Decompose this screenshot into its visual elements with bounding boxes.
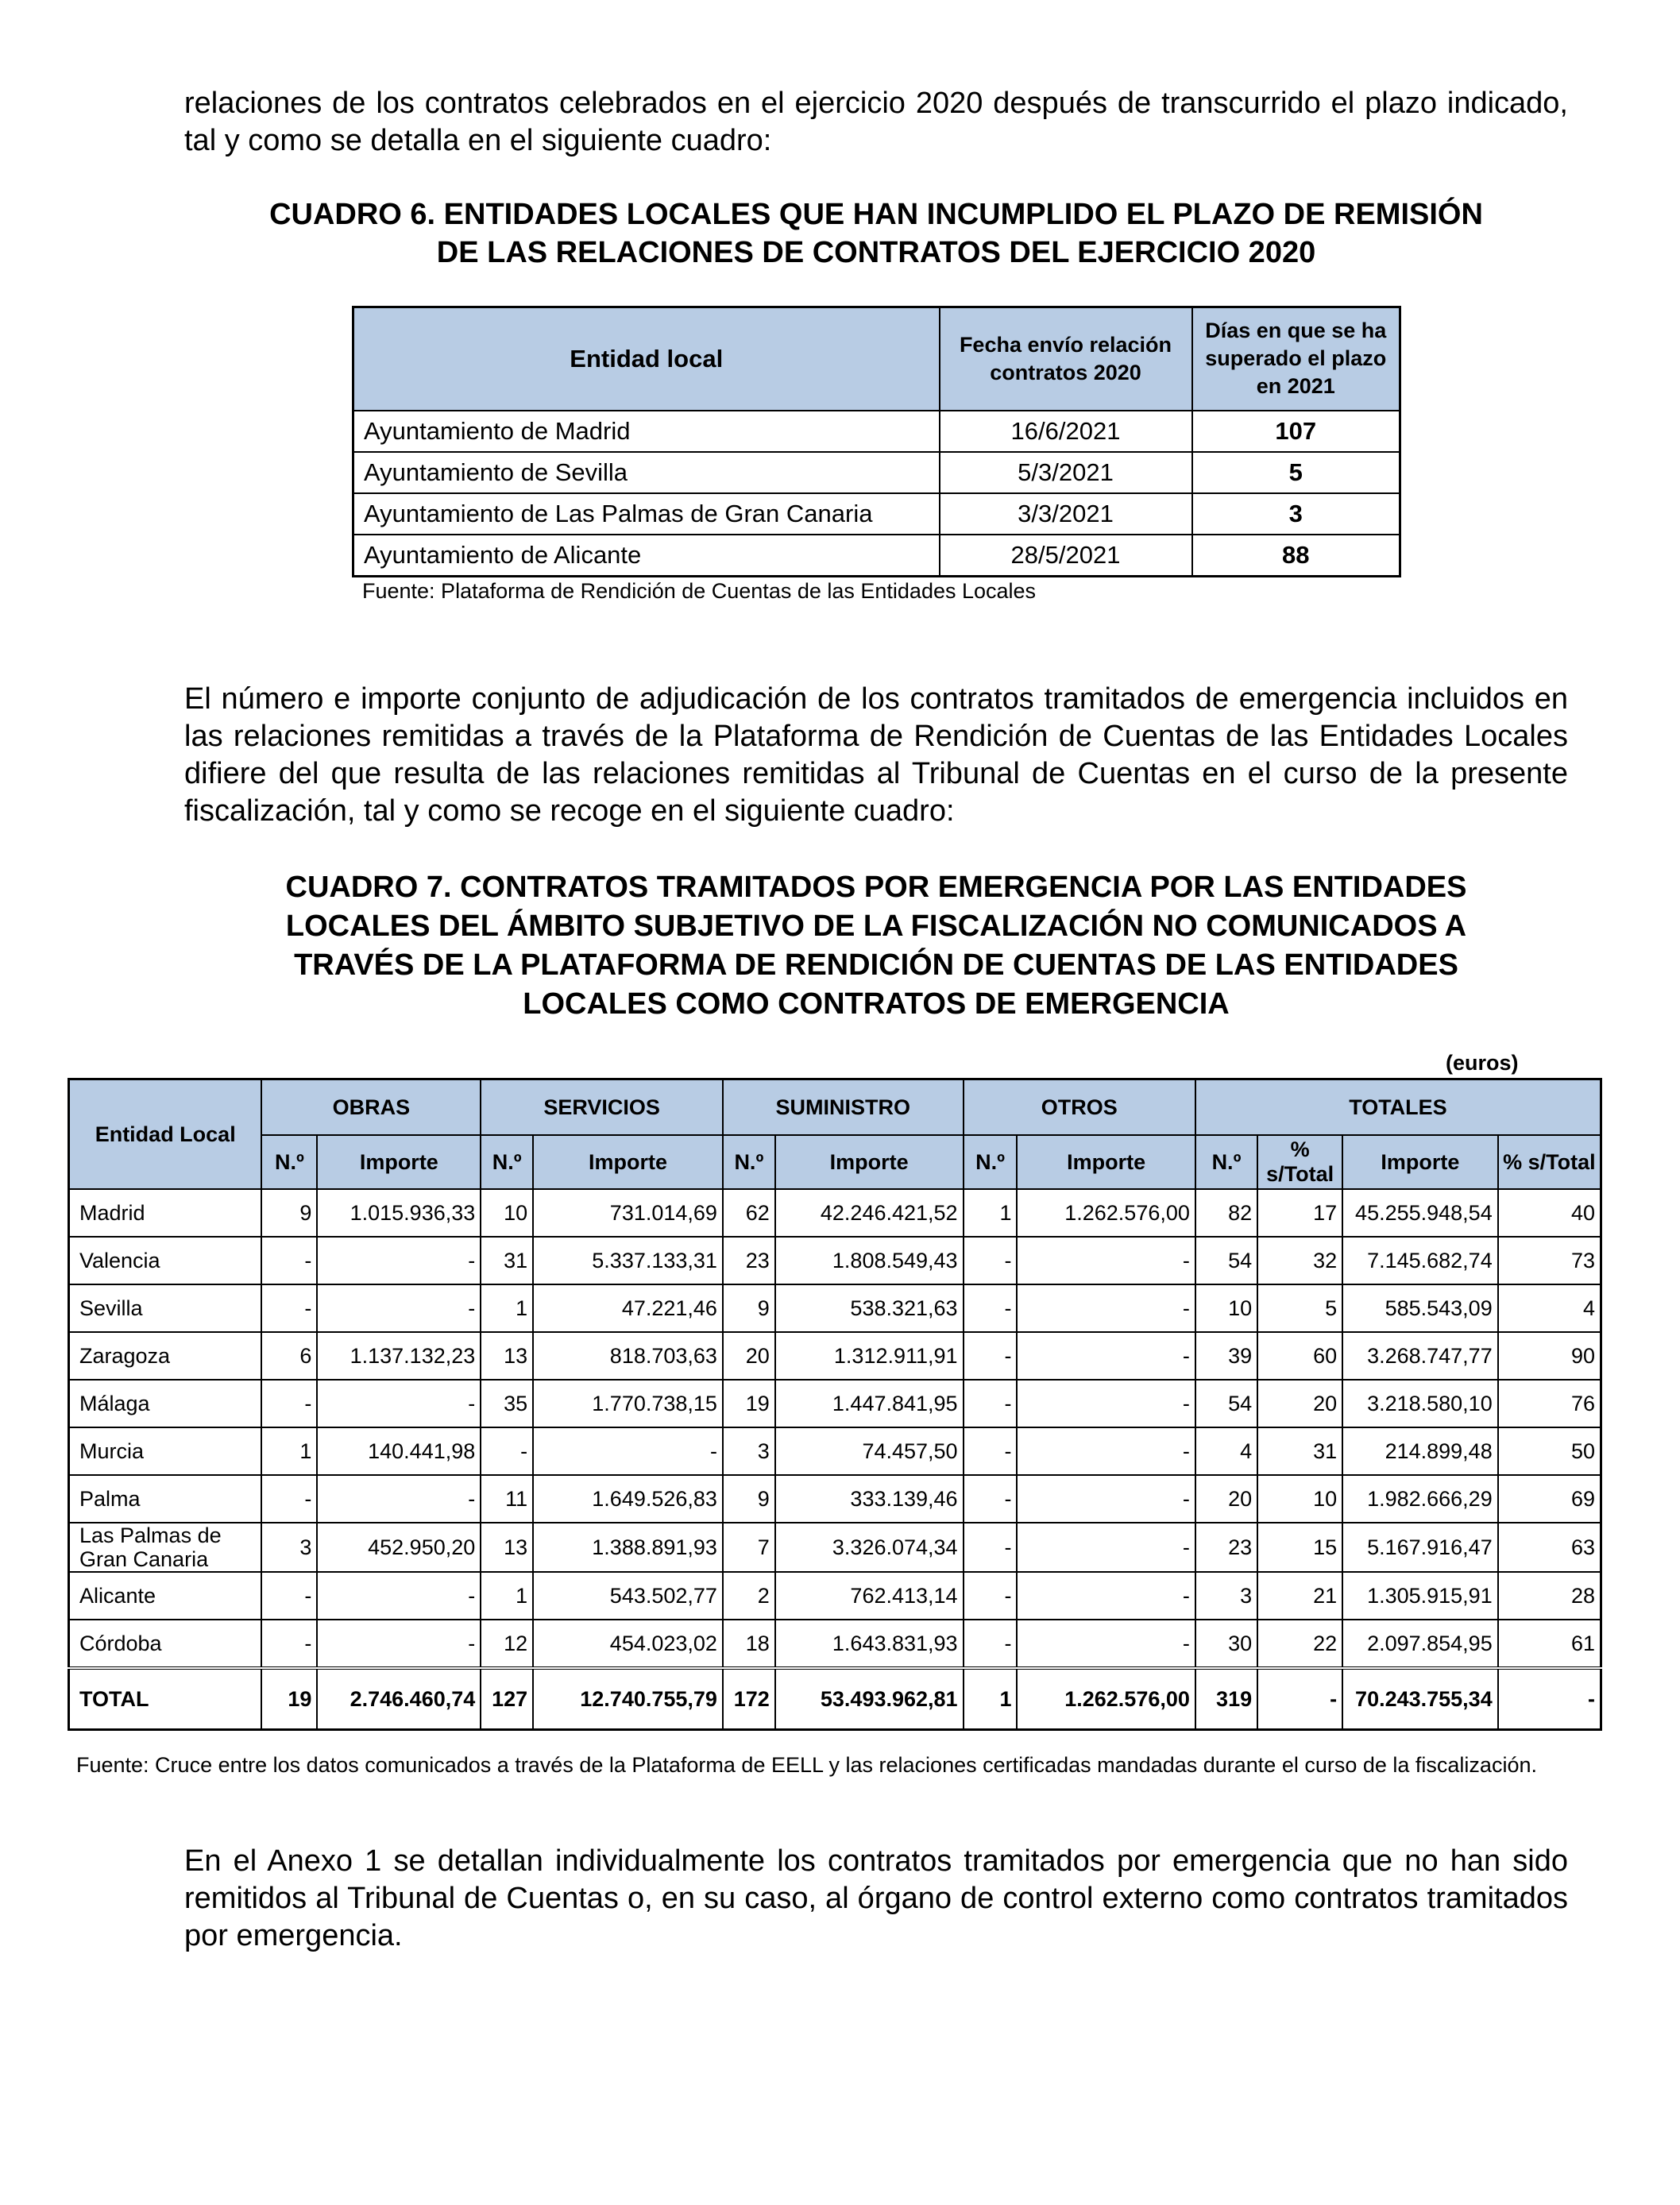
cell-obras-n: - xyxy=(261,1572,317,1620)
cell-suministro-importe: 53.493.962,81 xyxy=(775,1668,964,1730)
cell-total-pct-importe: 69 xyxy=(1498,1475,1601,1523)
cell-obras-importe: - xyxy=(317,1237,481,1284)
cell-obras-n: - xyxy=(261,1620,317,1668)
cell-obras-importe: - xyxy=(317,1380,481,1427)
cell-obras-n: 3 xyxy=(261,1523,317,1572)
cell-suministro-n: 19 xyxy=(723,1380,775,1427)
middle-paragraph: El número e importe conjunto de adjudicación de los contratos tramitados de emergencia incluidos en las relaciones remitidas a través de la Plataforma de Rendición de Cuentas de las Entidades Locales difiere del que resulta de las relaciones remitidas al Tribunal de Cuentas en el curso de la presente fiscalización, tal y como se recoge en el siguiente cuadro: xyxy=(184,682,1568,828)
cell-servicios-importe: 818.703,63 xyxy=(533,1332,723,1380)
cell-obras-importe: 1.137.132,23 xyxy=(317,1332,481,1380)
cell-otros-n: - xyxy=(964,1332,1018,1380)
table-row xyxy=(69,1427,1601,1475)
cell-servicios-importe: 454.023,02 xyxy=(533,1620,723,1668)
cell-suministro-importe: 74.457,50 xyxy=(775,1427,964,1475)
cell-total-n: 3 xyxy=(1195,1572,1257,1620)
cell-obras-importe: - xyxy=(317,1572,481,1620)
cell-total-importe: 7.145.682,74 xyxy=(1342,1237,1498,1284)
table-row xyxy=(69,1237,1601,1284)
cell-total-pct-importe: - xyxy=(1498,1668,1601,1730)
cuadro7-title-line: LOCALES COMO CONTRATOS DE EMERGENCIA xyxy=(523,987,1230,1021)
table-row xyxy=(353,535,1400,577)
cell-total-pct-importe: 40 xyxy=(1498,1189,1601,1237)
header-suministro: SUMINISTRO xyxy=(723,1079,964,1136)
cell-entidad: Ayuntamiento de Sevilla xyxy=(353,452,940,493)
header-pct-total: % s/Total xyxy=(1257,1135,1342,1189)
cell-suministro-n: 9 xyxy=(723,1475,775,1523)
cell-suministro-importe: 762.413,14 xyxy=(775,1572,964,1620)
header-importe: Importe xyxy=(775,1135,964,1189)
cell-obras-importe: 2.746.460,74 xyxy=(317,1668,481,1730)
cell-entidad: Alicante xyxy=(69,1572,262,1620)
cell-entidad: TOTAL xyxy=(69,1668,262,1730)
cell-servicios-n: 35 xyxy=(481,1380,533,1427)
cell-otros-importe: - xyxy=(1017,1427,1195,1475)
cell-entidad: Las Palmas de Gran Canaria xyxy=(69,1523,262,1572)
cell-servicios-importe: 1.770.738,15 xyxy=(533,1380,723,1427)
cell-obras-n: 9 xyxy=(261,1189,317,1237)
cell-servicios-n: 1 xyxy=(481,1284,533,1332)
cell-otros-importe: - xyxy=(1017,1237,1195,1284)
cell-suministro-n: 2 xyxy=(723,1572,775,1620)
cell-total-pct-importe: 28 xyxy=(1498,1572,1601,1620)
cell-suministro-importe: 42.246.421,52 xyxy=(775,1189,964,1237)
table-row xyxy=(353,411,1400,452)
cuadro6-title-line: DE LAS RELACIONES DE CONTRATOS DEL EJERCICIO 2020 xyxy=(436,236,1316,269)
cell-total-pct-n: 21 xyxy=(1257,1572,1342,1620)
header-pct-total: % s/Total xyxy=(1498,1135,1601,1189)
header-importe: Importe xyxy=(1342,1135,1498,1189)
closing-paragraph: En el Anexo 1 se detallan individualmente los contratos tramitados por emergencia que no han sido remitidos al Tribunal de Cuentas o, en su caso, al órgano de control externo como contratos tramitados por emergencia. xyxy=(184,1844,1568,1952)
cell-otros-importe: 1.262.576,00 xyxy=(1017,1189,1195,1237)
header-otros: OTROS xyxy=(964,1079,1195,1136)
cell-dias: 88 xyxy=(1192,535,1400,577)
cuadro7-title-line: LOCALES DEL ÁMBITO SUBJETIVO DE LA FISCALIZACIÓN NO COMUNICADOS A xyxy=(285,909,1467,943)
cell-total-pct-n: 60 xyxy=(1257,1332,1342,1380)
cell-obras-importe: 140.441,98 xyxy=(317,1427,481,1475)
cell-total-n: 30 xyxy=(1195,1620,1257,1668)
header-totales: TOTALES xyxy=(1195,1079,1601,1136)
cell-obras-importe: 1.015.936,33 xyxy=(317,1189,481,1237)
header-numero: N.º xyxy=(723,1135,775,1189)
cuadro7-source: Fuente: Cruce entre los datos comunicados a través de la Plataforma de EELL y las relaciones certificadas mandadas durante el curso de la fiscalización. xyxy=(76,1753,1537,1777)
cell-entidad: Ayuntamiento de Alicante xyxy=(353,535,940,577)
table-row xyxy=(353,452,1400,493)
cell-total-n: 319 xyxy=(1195,1668,1257,1730)
cell-total-importe: 585.543,09 xyxy=(1342,1284,1498,1332)
cell-otros-n: - xyxy=(964,1427,1018,1475)
table-row xyxy=(69,1332,1601,1380)
cell-otros-n: - xyxy=(964,1620,1018,1668)
table-row xyxy=(353,493,1400,535)
cell-entidad: Zaragoza xyxy=(69,1332,262,1380)
cell-otros-n: - xyxy=(964,1572,1018,1620)
header-numero: N.º xyxy=(1195,1135,1257,1189)
cell-suministro-n: 62 xyxy=(723,1189,775,1237)
header-numero: N.º xyxy=(481,1135,533,1189)
intro-paragraph: relaciones de los contratos celebrados en el ejercicio 2020 después de transcurrido el plazo indicado, tal y como se detalla en el siguiente cuadro: xyxy=(184,87,1568,157)
cell-servicios-importe: 1.388.891,93 xyxy=(533,1523,723,1572)
cell-otros-importe: - xyxy=(1017,1620,1195,1668)
cell-servicios-n: - xyxy=(481,1427,533,1475)
cell-suministro-importe: 3.326.074,34 xyxy=(775,1523,964,1572)
cuadro6-title xyxy=(184,195,1568,272)
cell-suministro-n: 9 xyxy=(723,1284,775,1332)
cell-servicios-importe: - xyxy=(533,1427,723,1475)
cell-entidad: Palma xyxy=(69,1475,262,1523)
cell-total-pct-importe: 63 xyxy=(1498,1523,1601,1572)
header-entidad-local: Entidad local xyxy=(353,307,940,411)
cell-total-importe: 1.305.915,91 xyxy=(1342,1572,1498,1620)
header-entidad-local: Entidad Local xyxy=(69,1079,262,1190)
cell-total-importe: 2.097.854,95 xyxy=(1342,1620,1498,1668)
cell-total-pct-n: 31 xyxy=(1257,1427,1342,1475)
cell-total-pct-n: 15 xyxy=(1257,1523,1342,1572)
cell-total-n: 54 xyxy=(1195,1380,1257,1427)
cell-total-importe: 5.167.916,47 xyxy=(1342,1523,1498,1572)
cell-total-importe: 1.982.666,29 xyxy=(1342,1475,1498,1523)
cell-fecha: 3/3/2021 xyxy=(940,493,1192,535)
cell-entidad: Ayuntamiento de Las Palmas de Gran Canaria xyxy=(353,493,940,535)
cell-total-n: 54 xyxy=(1195,1237,1257,1284)
cell-servicios-importe: 543.502,77 xyxy=(533,1572,723,1620)
cell-suministro-n: 3 xyxy=(723,1427,775,1475)
cell-total-pct-importe: 50 xyxy=(1498,1427,1601,1475)
cell-obras-n: - xyxy=(261,1380,317,1427)
cell-suministro-importe: 1.447.841,95 xyxy=(775,1380,964,1427)
cell-servicios-n: 12 xyxy=(481,1620,533,1668)
cell-obras-importe: - xyxy=(317,1475,481,1523)
header-servicios: SERVICIOS xyxy=(481,1079,723,1136)
cell-otros-n: 1 xyxy=(964,1189,1018,1237)
cell-obras-importe: - xyxy=(317,1284,481,1332)
cell-otros-importe: - xyxy=(1017,1332,1195,1380)
table-row xyxy=(69,1620,1601,1668)
cell-otros-n: - xyxy=(964,1475,1018,1523)
cell-otros-importe: - xyxy=(1017,1523,1195,1572)
cell-suministro-importe: 1.643.831,93 xyxy=(775,1620,964,1668)
cell-otros-n: - xyxy=(964,1284,1018,1332)
cell-servicios-importe: 12.740.755,79 xyxy=(533,1668,723,1730)
cell-servicios-importe: 731.014,69 xyxy=(533,1189,723,1237)
cell-dias: 3 xyxy=(1192,493,1400,535)
cell-otros-importe: - xyxy=(1017,1284,1195,1332)
cell-obras-n: - xyxy=(261,1237,317,1284)
table-row xyxy=(69,1475,1601,1523)
cell-suministro-importe: 1.312.911,91 xyxy=(775,1332,964,1380)
cell-obras-importe: 452.950,20 xyxy=(317,1523,481,1572)
cell-otros-importe: - xyxy=(1017,1572,1195,1620)
cell-dias: 107 xyxy=(1192,411,1400,452)
cuadro6-table xyxy=(352,306,1401,577)
cell-otros-importe: 1.262.576,00 xyxy=(1017,1668,1195,1730)
cell-otros-n: - xyxy=(964,1380,1018,1427)
cell-suministro-n: 7 xyxy=(723,1523,775,1572)
cell-otros-n: - xyxy=(964,1523,1018,1572)
cuadro7-title-line: TRAVÉS DE LA PLATAFORMA DE RENDICIÓN DE CUENTAS DE LAS ENTIDADES xyxy=(294,948,1458,982)
cell-total-pct-n: 22 xyxy=(1257,1620,1342,1668)
cell-otros-n: 1 xyxy=(964,1668,1018,1730)
table-row xyxy=(69,1380,1601,1427)
header-dias-superado: Días en que se ha superado el plazo en 2021 xyxy=(1192,307,1400,411)
cuadro7-table xyxy=(68,1078,1602,1731)
cuadro7-title xyxy=(184,868,1568,1024)
cell-servicios-n: 31 xyxy=(481,1237,533,1284)
cuadro6-title-line: CUADRO 6. ENTIDADES LOCALES QUE HAN INCUMPLIDO EL PLAZO DE REMISIÓN xyxy=(269,198,1483,231)
cell-entidad: Murcia xyxy=(69,1427,262,1475)
cell-servicios-importe: 5.337.133,31 xyxy=(533,1237,723,1284)
cell-servicios-n: 13 xyxy=(481,1523,533,1572)
cell-total-n: 82 xyxy=(1195,1189,1257,1237)
cuadro7-title-line: CUADRO 7. CONTRATOS TRAMITADOS POR EMERGENCIA POR LAS ENTIDADES xyxy=(285,871,1467,904)
cell-otros-importe: - xyxy=(1017,1475,1195,1523)
cell-servicios-importe: 1.649.526,83 xyxy=(533,1475,723,1523)
cell-servicios-n: 11 xyxy=(481,1475,533,1523)
cell-entidad: Córdoba xyxy=(69,1620,262,1668)
cell-total-importe: 45.255.948,54 xyxy=(1342,1189,1498,1237)
cell-servicios-n: 10 xyxy=(481,1189,533,1237)
table-row xyxy=(69,1189,1601,1237)
cell-entidad: Sevilla xyxy=(69,1284,262,1332)
cell-total-importe: 214.899,48 xyxy=(1342,1427,1498,1475)
cell-suministro-n: 20 xyxy=(723,1332,775,1380)
cell-suministro-n: 172 xyxy=(723,1668,775,1730)
cell-total-n: 4 xyxy=(1195,1427,1257,1475)
cell-servicios-n: 1 xyxy=(481,1572,533,1620)
cell-total-n: 20 xyxy=(1195,1475,1257,1523)
cell-suministro-n: 23 xyxy=(723,1237,775,1284)
cell-total-n: 23 xyxy=(1195,1523,1257,1572)
cell-servicios-n: 127 xyxy=(481,1668,533,1730)
cell-total-pct-n: - xyxy=(1257,1668,1342,1730)
cuadro7-unit: (euros) xyxy=(1446,1051,1519,1075)
cell-total-importe: 3.218.580,10 xyxy=(1342,1380,1498,1427)
cell-total-pct-importe: 76 xyxy=(1498,1380,1601,1427)
cell-servicios-importe: 47.221,46 xyxy=(533,1284,723,1332)
cell-entidad: Valencia xyxy=(69,1237,262,1284)
header-numero: N.º xyxy=(964,1135,1018,1189)
cell-fecha: 28/5/2021 xyxy=(940,535,1192,577)
cell-total-pct-importe: 90 xyxy=(1498,1332,1601,1380)
cell-dias: 5 xyxy=(1192,452,1400,493)
cell-otros-importe: - xyxy=(1017,1380,1195,1427)
header-numero: N.º xyxy=(261,1135,317,1189)
cell-total-n: 10 xyxy=(1195,1284,1257,1332)
cell-suministro-importe: 333.139,46 xyxy=(775,1475,964,1523)
cell-total-pct-n: 17 xyxy=(1257,1189,1342,1237)
cell-total-pct-n: 10 xyxy=(1257,1475,1342,1523)
cell-total-pct-importe: 61 xyxy=(1498,1620,1601,1668)
cell-obras-importe: - xyxy=(317,1620,481,1668)
cuadro6-source: Fuente: Plataforma de Rendición de Cuentas de las Entidades Locales xyxy=(362,579,1037,603)
cell-suministro-n: 18 xyxy=(723,1620,775,1668)
cell-total-pct-importe: 73 xyxy=(1498,1237,1601,1284)
cell-total-n: 39 xyxy=(1195,1332,1257,1380)
cell-entidad: Málaga xyxy=(69,1380,262,1427)
header-fecha-envio: Fecha envío relación contratos 2020 xyxy=(940,307,1192,411)
cell-otros-n: - xyxy=(964,1237,1018,1284)
header-obras: OBRAS xyxy=(261,1079,481,1136)
total-row xyxy=(69,1668,1601,1730)
header-importe: Importe xyxy=(317,1135,481,1189)
cell-suministro-importe: 538.321,63 xyxy=(775,1284,964,1332)
cell-obras-n: - xyxy=(261,1284,317,1332)
header-importe: Importe xyxy=(533,1135,723,1189)
cell-servicios-n: 13 xyxy=(481,1332,533,1380)
cell-total-importe: 3.268.747,77 xyxy=(1342,1332,1498,1380)
cell-obras-n: 1 xyxy=(261,1427,317,1475)
cell-suministro-importe: 1.808.549,43 xyxy=(775,1237,964,1284)
header-importe: Importe xyxy=(1017,1135,1195,1189)
cell-total-pct-n: 32 xyxy=(1257,1237,1342,1284)
cell-fecha: 16/6/2021 xyxy=(940,411,1192,452)
table-row xyxy=(69,1523,1601,1572)
cell-fecha: 5/3/2021 xyxy=(940,452,1192,493)
cell-total-pct-n: 5 xyxy=(1257,1284,1342,1332)
table-row xyxy=(69,1284,1601,1332)
cell-total-pct-n: 20 xyxy=(1257,1380,1342,1427)
cell-total-pct-importe: 4 xyxy=(1498,1284,1601,1332)
cell-obras-n: - xyxy=(261,1475,317,1523)
cell-obras-n: 19 xyxy=(261,1668,317,1730)
cell-obras-n: 6 xyxy=(261,1332,317,1380)
cell-total-importe: 70.243.755,34 xyxy=(1342,1668,1498,1730)
table-row xyxy=(69,1572,1601,1620)
cell-entidad: Ayuntamiento de Madrid xyxy=(353,411,940,452)
cell-entidad: Madrid xyxy=(69,1189,262,1237)
